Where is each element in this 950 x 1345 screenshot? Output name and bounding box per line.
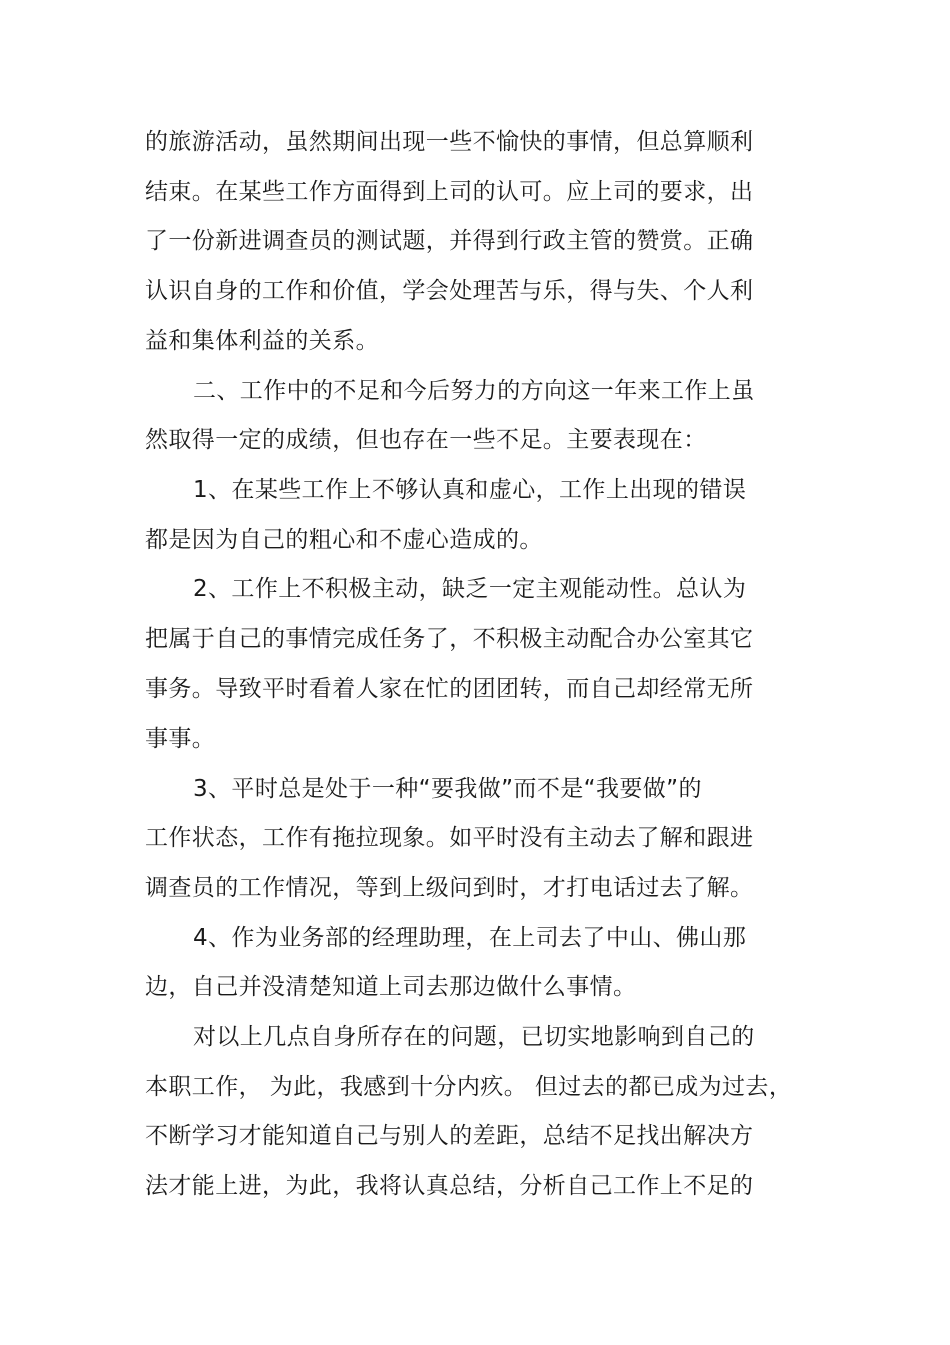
text-line: 法才能上进，为此，我将认真总结，分析自己工作上不足的 xyxy=(145,1173,754,1199)
text-line: 的旅游活动，虽然期间出现一些不愉快的事情，但总算顺利 xyxy=(145,129,754,155)
text-line: 调查员的工作情况，等到上级问到时，才打电话过去了解。 xyxy=(145,875,754,901)
list-item-2-line: 2、工作上不积极主动，缺乏一定主观能动性。总认为 xyxy=(193,576,747,602)
text-line: 益和集体利益的关系。 xyxy=(145,328,379,354)
list-item-3-line: 3、平时总是处于一种“要我做”而不是“我要做”的 xyxy=(193,776,702,802)
text-line: 不断学习才能知道自己与别人的差距，总结不足找出解决方 xyxy=(145,1123,754,1149)
text-line: 工作状态，工作有拖拉现象。如平时没有主动去了解和跟进 xyxy=(145,825,754,851)
text-line: 认识自身的工作和价值，学会处理苦与乐，得与失、个人利 xyxy=(145,278,754,304)
paragraph-start-line: 对以上几点自身所存在的问题，已切实地影响到自己的 xyxy=(193,1024,755,1050)
text-line: 事事。 xyxy=(145,726,216,752)
list-item-1-line: 1、在某些工作上不够认真和虚心，工作上出现的错误 xyxy=(193,477,747,503)
list-item-4-line: 4、作为业务部的经理助理，在上司去了中山、佛山那 xyxy=(193,925,747,951)
paragraph-start-line: 二、工作中的不足和今后努力的方向这一年来工作上虽 xyxy=(193,378,755,404)
text-line: 本职工作， 为此，我感到十分内疚。 但过去的都已成为过去， xyxy=(145,1074,793,1100)
text-line: 把属于自己的事情完成任务了，不积极主动配合办公室其它 xyxy=(145,626,754,652)
text-line: 了一份新进调查员的测试题，并得到行政主管的赞赏。正确 xyxy=(145,228,754,254)
text-line: 然取得一定的成绩，但也存在一些不足。主要表现在： xyxy=(145,427,707,453)
text-line: 都是因为自己的粗心和不虚心造成的。 xyxy=(145,527,543,553)
text-line: 边，自己并没清楚知道上司去那边做什么事情。 xyxy=(145,974,637,1000)
text-line: 结束。在某些工作方面得到上司的认可。应上司的要求，出 xyxy=(145,179,754,205)
text-line: 事务。导致平时看着人家在忙的团团转，而自己却经常无所 xyxy=(145,676,754,702)
